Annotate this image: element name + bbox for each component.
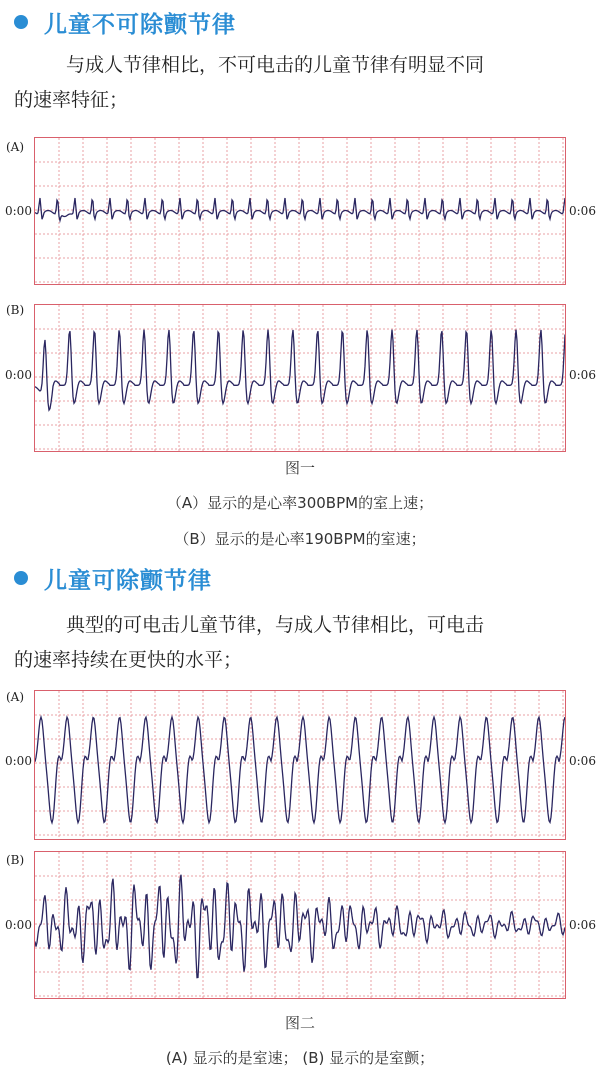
paragraph-line: 的速率特征；	[14, 89, 129, 111]
ecg-trace	[35, 198, 565, 221]
time-start-label: 0:00	[5, 754, 32, 768]
ecg-trace-svg	[35, 852, 565, 998]
time-end-label: 0:06	[569, 918, 596, 932]
time-end-label: 0:06	[569, 754, 596, 768]
blue-dot-bullet-icon	[14, 15, 28, 29]
time-start-label: 0:00	[5, 204, 32, 218]
section2-paragraph	[14, 608, 588, 678]
strip-label: (A)	[6, 140, 25, 154]
section-heading-text: 儿童不可除颤节律	[44, 11, 236, 38]
paragraph-line: 的速率持续在更快的水平；	[14, 649, 243, 671]
strip-label: (B)	[6, 853, 25, 867]
section-heading-shockable	[14, 558, 212, 598]
strip-label: (B)	[6, 303, 25, 317]
ecg-trace	[35, 717, 565, 823]
ecg-strip-fig1-b	[34, 304, 566, 452]
paragraph-line: 与成人节律相比，不可电击的儿童节律有明显不同	[66, 54, 485, 76]
section1-paragraph	[14, 48, 588, 118]
ecg-strip-fig2-a	[34, 690, 566, 840]
ecg-trace	[35, 330, 565, 410]
time-start-label: 0:00	[5, 918, 32, 932]
section-heading-text: 儿童可除颤节律	[44, 567, 212, 594]
time-start-label: 0:00	[5, 368, 32, 382]
paragraph-line: 典型的可电击儿童节律，与成人节律相比，可电击	[66, 614, 485, 636]
ecg-trace-svg	[35, 305, 565, 451]
figure-note: (A) 显示的是室速； (B) 显示的是室颤；	[165, 1049, 435, 1067]
ecg-trace-svg	[35, 138, 565, 284]
blue-dot-bullet-icon	[14, 571, 28, 585]
figure-caption: 图二	[284, 1014, 315, 1032]
ecg-trace-svg	[35, 691, 565, 839]
figure-note: （B）显示的是心率190BPM的室速；	[174, 530, 426, 548]
figure-caption: 图一	[284, 459, 315, 477]
strip-label: (A)	[6, 690, 25, 704]
ecg-strip-fig1-a	[34, 137, 566, 285]
ecg-strip-fig2-b	[34, 851, 566, 999]
time-end-label: 0:06	[569, 204, 596, 218]
ecg-trace	[35, 875, 565, 978]
figure-note: （A）显示的是心率300BPM的室上速；	[166, 494, 434, 512]
time-end-label: 0:06	[569, 368, 596, 382]
section-heading-nonshockable	[14, 2, 236, 42]
